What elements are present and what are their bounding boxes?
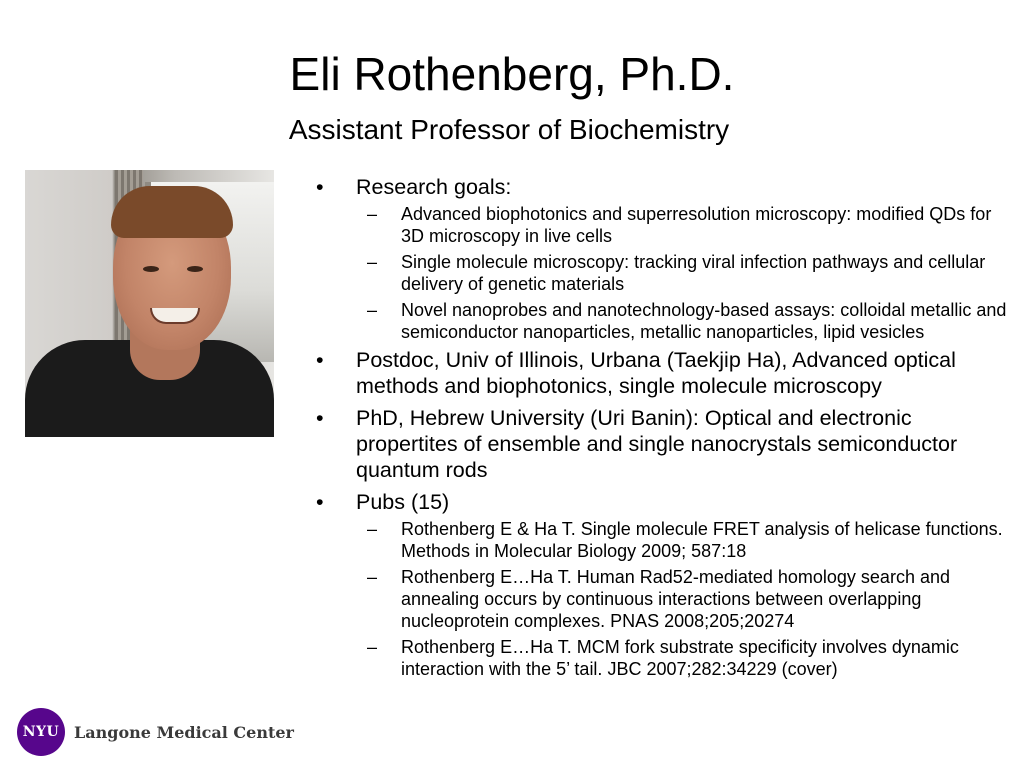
bullet-list	[312, 174, 1012, 680]
slide-title: Eli Rothenberg, Ph.D.	[289, 48, 735, 100]
sub-bullet-item	[356, 251, 1012, 295]
bullet-item	[312, 347, 1012, 399]
sub-bullet-list	[356, 203, 1012, 343]
portrait-photo	[25, 170, 274, 437]
bullet-item	[312, 405, 1012, 483]
sub-bullet-item	[356, 299, 1012, 343]
sub-bullet-glyph: –	[367, 252, 378, 272]
bullet-glyph: •	[316, 348, 324, 372]
bullet-text: PhD, Hebrew University (Uri Banin): Optical and electronic propertites of ensemble and single nanocrystals semiconductor quantum rods	[356, 406, 958, 482]
bullet-content	[312, 174, 1012, 684]
sub-bullet-glyph: –	[367, 519, 378, 539]
sub-bullet-text: Novel nanoprobes and nanotechnology-based assays: colloidal metallic and semiconductor nanoparticles, metallic nanoparticles, lipid vesicles	[401, 300, 1007, 342]
sub-bullet-text: Single molecule microscopy: tracking viral infection pathways and cellular delivery of genetic materials	[401, 252, 986, 294]
sub-bullet-glyph: –	[367, 637, 378, 657]
bullet-text: Research goals:	[356, 175, 512, 199]
bullet-item	[312, 174, 1012, 343]
sub-bullet-item	[356, 566, 1012, 632]
sub-bullet-text: Advanced biophotonics and superresolution microscopy: modified QDs for 3D microscopy in live cells	[401, 204, 992, 246]
sub-bullet-text: Rothenberg E…Ha T. Human Rad52-mediated homology search and annealing occurs by continuous interactions between overlapping nucleoprotein complexes. PNAS 2008;205;20274	[401, 567, 950, 631]
bullet-item	[312, 489, 1012, 680]
sub-bullet-glyph: –	[367, 567, 378, 587]
nyu-langone-logo	[17, 706, 294, 758]
slide-subtitle: Assistant Professor of Biochemistry	[288, 114, 730, 145]
logo-name: Langone Medical Center	[74, 722, 294, 742]
bullet-glyph: •	[316, 490, 324, 514]
nyu-seal-icon: NYU	[17, 708, 65, 756]
sub-bullet-item	[356, 636, 1012, 680]
sub-bullet-item	[356, 518, 1012, 562]
bullet-text: Postdoc, Univ of Illinois, Urbana (Taekjip Ha), Advanced optical methods and biophotonics, single molecule microscopy	[356, 348, 956, 398]
bullet-glyph: •	[316, 175, 324, 199]
sub-bullet-item	[356, 203, 1012, 247]
bullet-glyph: •	[316, 406, 324, 430]
sub-bullet-text: Rothenberg E…Ha T. MCM fork substrate specificity involves dynamic interaction with the 5’ tail. JBC 2007;282:34229 (cover)	[401, 637, 959, 679]
sub-bullet-text: Rothenberg E & Ha T. Single molecule FRET analysis of helicase functions. Methods in Molecular Biology 2009; 587:18	[401, 519, 1003, 561]
sub-bullet-glyph: –	[367, 300, 378, 320]
bullet-text: Pubs (15)	[356, 490, 450, 514]
sub-bullet-glyph: –	[367, 204, 378, 224]
sub-bullet-list	[356, 518, 1012, 680]
